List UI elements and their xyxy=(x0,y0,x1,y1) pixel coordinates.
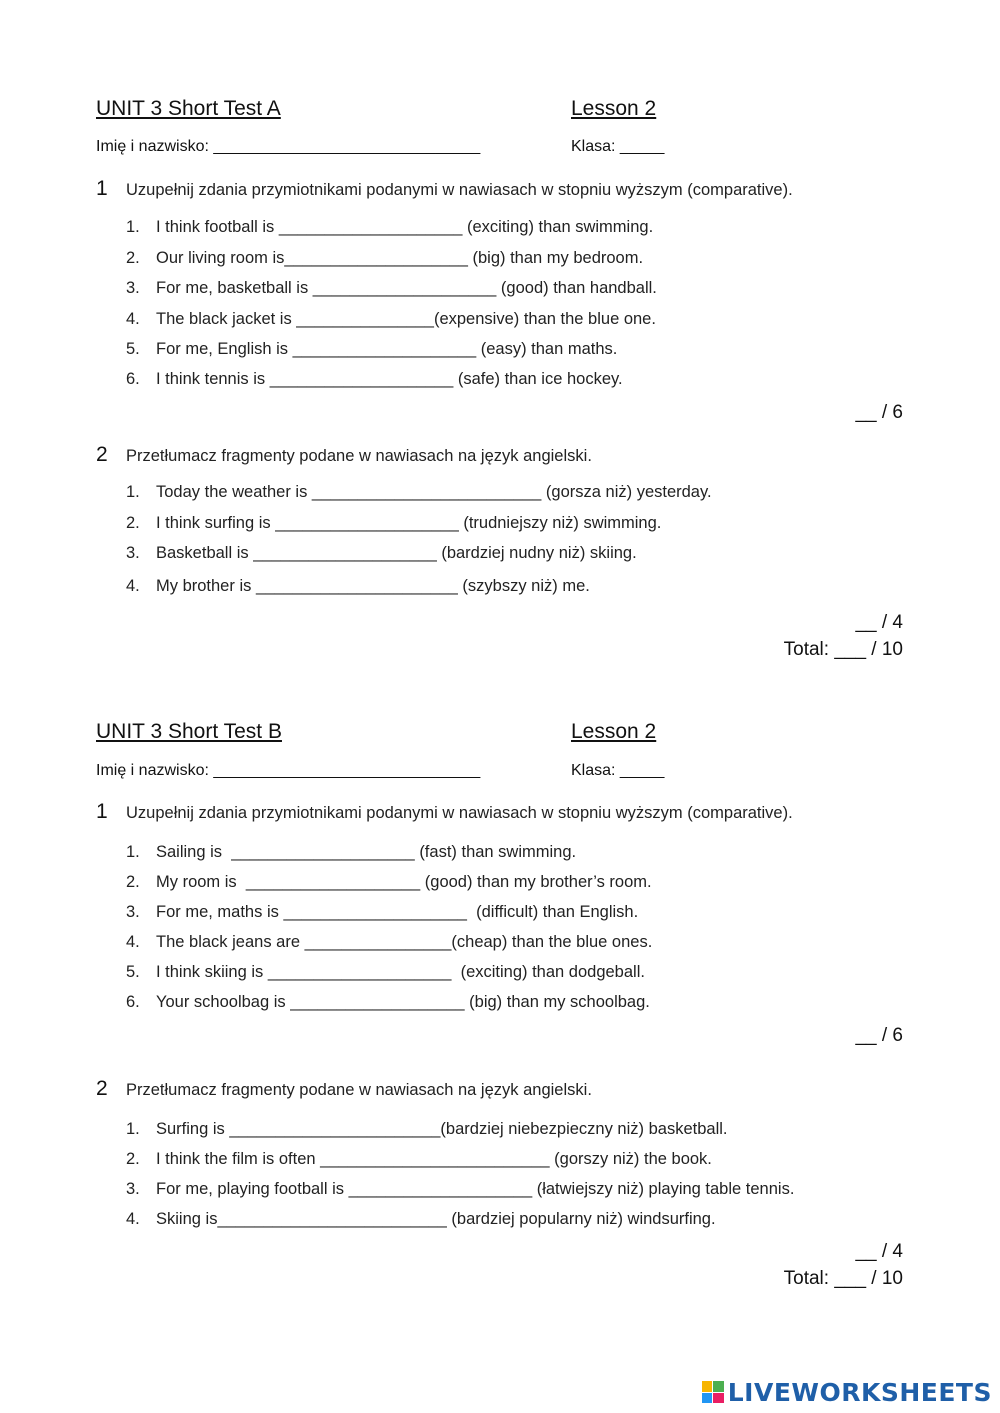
test-a-class-field: Klasa: _____ xyxy=(571,138,665,155)
item-text: The black jeans are ________________(cheap) than the blue ones. xyxy=(156,933,653,951)
item-number: 3. xyxy=(126,1180,140,1198)
test-a-ex2-score: __ / 4 xyxy=(855,612,903,633)
list-item xyxy=(126,310,656,329)
test-b-total: Total: ___ / 10 xyxy=(783,1268,903,1289)
list-item xyxy=(126,1150,712,1169)
item-text: Basketball is ____________________ (bardziej nudny niż) skiing. xyxy=(156,544,637,562)
item-number: 1. xyxy=(126,843,140,861)
item-text: For me, English is ____________________ (easy) than maths. xyxy=(156,340,618,358)
item-number: 1. xyxy=(126,1120,140,1138)
item-number: 2. xyxy=(126,249,140,267)
item-text: My brother is ______________________ (szybszy niż) me. xyxy=(156,577,590,595)
item-text: I think the film is often _________________________ (gorszy niż) the book. xyxy=(156,1150,712,1168)
test-a-ex1-number: 1 xyxy=(96,177,108,200)
item-text: For me, basketball is ____________________ (good) than handball. xyxy=(156,279,657,297)
item-number: 1. xyxy=(126,483,140,501)
item-text: My room is ___________________ (good) than my brother’s room. xyxy=(156,873,652,891)
item-number: 5. xyxy=(126,963,140,981)
test-b-name-field: Imię i nazwisko: ______________________________ xyxy=(96,762,481,779)
item-text: Sailing is ____________________ (fast) than swimming. xyxy=(156,843,577,861)
logo-text: LIVEWORKSHEETS xyxy=(727,1377,992,1407)
item-number: 1. xyxy=(126,218,140,236)
liveworksheets-logo-icon xyxy=(702,1381,724,1403)
test-b-ex2-instruction: Przetłumacz fragmenty podane w nawiasach na język angielski. xyxy=(126,1081,592,1099)
list-item xyxy=(126,218,653,237)
item-text: Today the weather is _________________________ (gorsza niż) yesterday. xyxy=(156,483,712,501)
item-text: I think surfing is ____________________ (trudniejszy niż) swimming. xyxy=(156,514,662,532)
list-item xyxy=(126,340,617,359)
list-item xyxy=(126,1210,716,1229)
test-a-ex1-instruction: Uzupełnij zdania przymiotnikami podanymi w nawiasach w stopniu wyższym (comparative). xyxy=(126,181,793,199)
item-number: 2. xyxy=(126,873,140,891)
item-text: I think football is ____________________ (exciting) than swimming. xyxy=(156,218,654,236)
test-b-title: UNIT 3 Short Test B xyxy=(96,720,282,743)
item-text: I think skiing is ____________________ (exciting) than dodgeball. xyxy=(156,963,645,981)
item-number: 3. xyxy=(126,903,140,921)
test-a-name-field: Imię i nazwisko: ______________________________ xyxy=(96,138,481,155)
list-item xyxy=(126,249,643,268)
list-item xyxy=(126,370,623,389)
test-a-title: UNIT 3 Short Test A xyxy=(96,97,281,120)
liveworksheets-logo xyxy=(702,1377,992,1407)
item-text: I think tennis is ____________________ (safe) than ice hockey. xyxy=(156,370,623,388)
list-item xyxy=(126,843,576,862)
item-number: 4. xyxy=(126,310,140,328)
item-number: 4. xyxy=(126,1210,140,1228)
test-b-ex1-score: __ / 6 xyxy=(855,1025,903,1046)
list-item xyxy=(126,544,637,563)
item-number: 5. xyxy=(126,340,140,358)
test-b-class-field: Klasa: _____ xyxy=(571,762,665,779)
test-b-ex1-instruction: Uzupełnij zdania przymiotnikami podanymi w nawiasach w stopniu wyższym (comparative). xyxy=(126,804,793,822)
item-number: 3. xyxy=(126,279,140,297)
test-a-ex1-score: __ / 6 xyxy=(855,402,903,423)
list-item xyxy=(126,577,590,596)
item-number: 2. xyxy=(126,1150,140,1168)
list-item xyxy=(126,483,712,502)
test-b-ex2-number: 2 xyxy=(96,1077,108,1100)
test-a-ex2-instruction: Przetłumacz fragmenty podane w nawiasach na język angielski. xyxy=(126,447,592,465)
list-item xyxy=(126,993,650,1012)
list-item xyxy=(126,873,652,892)
list-item xyxy=(126,279,657,298)
test-b-lesson: Lesson 2 xyxy=(571,720,657,743)
test-a-total: Total: ___ / 10 xyxy=(783,639,903,660)
item-number: 2. xyxy=(126,514,140,532)
item-number: 3. xyxy=(126,544,140,562)
test-a-lesson: Lesson 2 xyxy=(571,97,657,120)
item-text: Our living room is____________________ (big) than my bedroom. xyxy=(156,249,644,267)
item-text: Skiing is_________________________ (bardziej popularny niż) windsurfing. xyxy=(156,1210,716,1228)
test-b-ex2-score: __ / 4 xyxy=(855,1241,903,1262)
item-text: Your schoolbag is ___________________ (big) than my schoolbag. xyxy=(156,993,650,1011)
item-text: For me, playing football is ____________________ (łatwiejszy niż) playing table tennis. xyxy=(156,1180,795,1198)
item-text: Surfing is _______________________(bardziej niebezpieczny niż) basketball. xyxy=(156,1120,728,1138)
list-item xyxy=(126,933,652,952)
list-item xyxy=(126,903,638,922)
item-text: For me, maths is ____________________ (difficult) than English. xyxy=(156,903,639,921)
item-number: 6. xyxy=(126,993,140,1011)
list-item xyxy=(126,1120,728,1139)
item-number: 4. xyxy=(126,933,140,951)
test-a-ex2-number: 2 xyxy=(96,443,108,466)
item-number: 6. xyxy=(126,370,140,388)
test-b-ex1-number: 1 xyxy=(96,800,108,823)
list-item xyxy=(126,1180,794,1199)
list-item xyxy=(126,514,661,533)
list-item xyxy=(126,963,645,982)
item-number: 4. xyxy=(126,577,140,595)
item-text: The black jacket is _______________(expensive) than the blue one. xyxy=(156,310,656,328)
